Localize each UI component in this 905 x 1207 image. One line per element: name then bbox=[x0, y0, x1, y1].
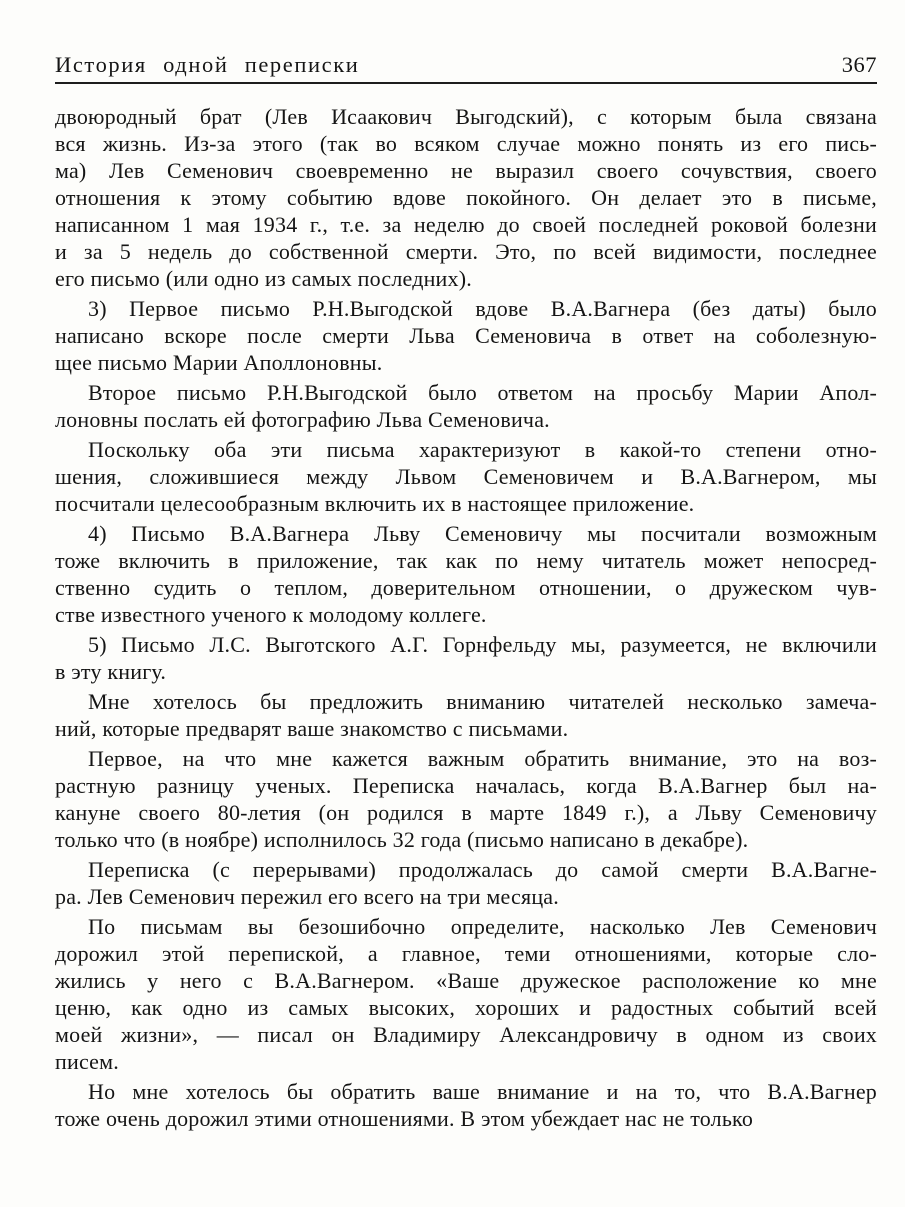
text-line: шения, сложившиеся между Львом Семеновичем и В.А.Вагнером, мы bbox=[55, 464, 877, 489]
text-line: Переписка (с перерывами) продолжалась до самой смерти В.А.Вагне- bbox=[88, 857, 877, 882]
text-line: 3) Первое письмо Р.Н.Выгодской вдове В.А.Вагнера (без даты) было bbox=[88, 296, 877, 321]
paragraph bbox=[55, 1078, 877, 1132]
text-line: писем. bbox=[55, 1049, 119, 1074]
paragraph bbox=[55, 913, 877, 1075]
text-line: тоже очень дорожил этими отношениями. В этом убеждает нас не только bbox=[55, 1106, 754, 1131]
text-line: По письмам вы безошибочно определите, насколько Лев Семенович bbox=[88, 914, 877, 939]
paragraph bbox=[55, 103, 877, 292]
text-line: лоновны послать ей фотографию Льва Семеновича. bbox=[55, 407, 550, 432]
text-line: отношения к этому событию вдове покойного. Он делает это в письме, bbox=[55, 185, 877, 210]
text-line: только что (в ноябре) исполнилось 32 года (письмо написано в декабре). bbox=[55, 827, 749, 852]
text-line: ра. Лев Семенович пережил его всего на три месяца. bbox=[55, 884, 559, 909]
paragraph bbox=[55, 856, 877, 910]
text-line: двоюродный брат (Лев Исаакович Выгодский), с которым была связана bbox=[55, 104, 877, 129]
paragraph bbox=[55, 436, 877, 517]
paragraph bbox=[55, 520, 877, 628]
paragraph bbox=[55, 631, 877, 685]
text-line: Второе письмо Р.Н.Выгодской было ответом на просьбу Марии Апол- bbox=[88, 380, 877, 405]
text-line: Мне хотелось бы предложить вниманию читателей несколько замеча- bbox=[88, 689, 877, 714]
text-line: растную разницу ученых. Переписка началась, когда В.А.Вагнер был на- bbox=[55, 773, 877, 798]
text-line: 4) Письмо В.А.Вагнера Льву Семеновичу мы посчитали возможным bbox=[88, 521, 877, 546]
text-line: щее письмо Марии Аполлоновны. bbox=[55, 350, 383, 375]
header-rule bbox=[55, 82, 877, 84]
text-line: 5) Письмо Л.С. Выготского А.Г. Горнфельду мы, разумеется, не включили bbox=[88, 632, 877, 657]
text-line: Первое, на что мне кажется важным обратить внимание, это на воз- bbox=[88, 746, 877, 771]
page-header bbox=[55, 52, 877, 78]
paragraph bbox=[55, 688, 877, 742]
text-line: Поскольку оба эти письма характеризуют в какой-то степени отно- bbox=[88, 437, 877, 462]
page-body bbox=[55, 103, 877, 1132]
text-line: стве известного ученого к молодому коллеге. bbox=[55, 602, 487, 627]
text-line: ний, которые предварят ваше знакомство с письмами. bbox=[55, 716, 569, 741]
text-line: ценю, как одно из самых высоких, хороших и радостных событий всей bbox=[55, 995, 877, 1020]
text-line: ма) Лев Семенович своевременно не выразил своего сочувствия, своего bbox=[55, 158, 877, 183]
paragraph bbox=[55, 379, 877, 433]
text-line: ственно судить о теплом, доверительном отношении, о дружеском чув- bbox=[55, 575, 877, 600]
text-line: кануне своего 80-летия (он родился в марте 1849 г.), а Льву Семеновичу bbox=[55, 800, 877, 825]
text-line: дорожил этой перепиской, а главное, теми отношениями, которые сло- bbox=[55, 941, 877, 966]
text-line: его письмо (или одно из самых последних). bbox=[55, 266, 472, 291]
text-line: жились у него с В.А.Вагнером. «Ваше дружеское расположение ко мне bbox=[55, 968, 877, 993]
text-line: написано вскоре после смерти Льва Семеновича в ответ на соболезную- bbox=[55, 323, 877, 348]
paragraph bbox=[55, 745, 877, 853]
text-line: моей жизни», — писал он Владимиру Александровичу в одном из своих bbox=[55, 1022, 877, 1047]
text-line: написанном 1 мая 1934 г., т.е. за неделю до своей последней роковой болезни bbox=[55, 212, 877, 237]
paragraph bbox=[55, 295, 877, 376]
text-line: тоже включить в приложение, так как по нему читатель может непосред- bbox=[55, 548, 877, 573]
page-number: 367 bbox=[841, 52, 877, 77]
running-title: История одной переписки bbox=[55, 52, 360, 77]
text-line: Но мне хотелось бы обратить ваше внимание и на то, что В.А.Вагнер bbox=[88, 1079, 877, 1104]
text-line: в эту книгу. bbox=[55, 659, 167, 684]
text-line: посчитали целесообразным включить их в настоящее приложение. bbox=[55, 491, 695, 516]
text-line: и за 5 недель до собственной смерти. Это, по всей видимости, последнее bbox=[55, 239, 877, 264]
text-line: вся жизнь. Из-за этого (так во всяком случае можно понять из его пись- bbox=[55, 131, 877, 156]
